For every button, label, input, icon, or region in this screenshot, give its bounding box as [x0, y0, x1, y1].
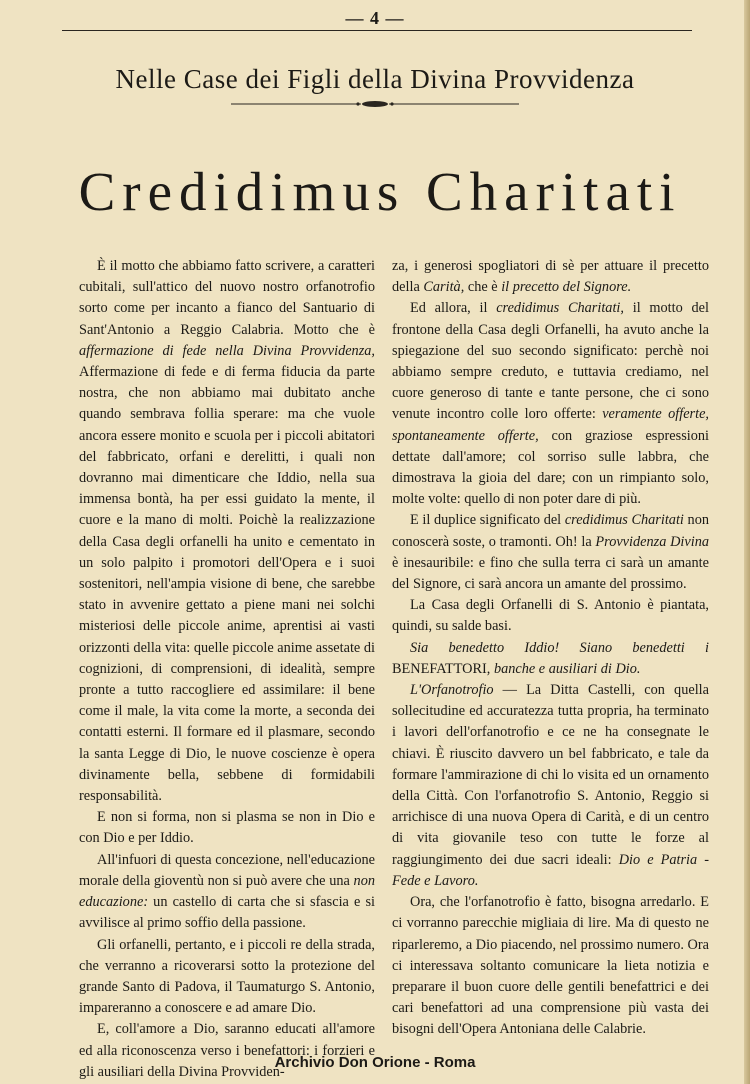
paragraph: L'Orfanotrofio — La Ditta Castelli, con quella sollecitudine ed accuratezza tutta propria, ha terminato i lavori dell'orfanotrofio e ce ne ha consegnate le chiavi. È riuscito davvero un bel fabbricato, e tale da formare l'ammirazione di chi lo visita ed un ornamento della Città. Con l'orfanotrofio S. Antonio, Reggio si arrichisce di una nuova Opera di Carità, e di un centro di vita giovanile teso con tutte le forze al raggiungimento dei due sacri ideali: Dio e Patria - Fede e Lavoro. [392, 682, 709, 889]
right-column [392, 256, 709, 1041]
paragraph: Gli orfanelli, pertanto, e i piccoli re della strada, che verranno a ricoverarsi sotto la protezione del grande Santo di Padova, il Taumaturgo S. Antonio, impareranno a conoscere e ad amare Dio. [79, 936, 375, 1017]
paragraph: Ed allora, il credidimus Charitati, il motto del frontone della Casa degli Orfanelli, ha avuto anche la spiegazione del suo secondo significato: perchè noi abbiamo sempre creduto, e tuttavia crediamo, nel cuore generoso di tante e tante persone, che ci sono venute incontro colle loro offerte: veramente offerte, spontaneamente offerte, con graziose espressioni dettate dall'amore; col sorriso sulle labbra, che dimostrava la gioia del dare; con un rimpianto solo, molte volte: quello di non poter dare di più. [392, 300, 710, 508]
page-edge [744, 0, 750, 1084]
paragraph: E il duplice significato del credidimus Charitati non conoscerà soste, o tramonti. Oh! la Provvidenza Divina è inesauribile: e fino che sulla terra ci sarà un amante del Signore, ci sarà ancora un amante del prossimo. [392, 512, 709, 593]
article-title: Credidimus Charitati [78, 161, 682, 222]
page-number: — 4 — [345, 8, 405, 28]
left-column [79, 256, 375, 1083]
paragraph: La Casa degli Orfanelli di S. Antonio è piantata, quindi, su salde basi. [392, 597, 709, 635]
paragraph: za, i generosi spogliatori di sè per attuare il precetto della Carità, che è il precetto del Signore. [392, 258, 709, 296]
paragraph: Sia benedetto Iddio! Siano benedetti i BENEFATTORI, banche e ausiliari di Dio. [392, 639, 709, 677]
paragraph: E non si forma, non si plasma se non in Dio e con Dio e per Iddio. [79, 809, 375, 847]
header-rule [62, 30, 692, 31]
paragraph: All'infuori di questa concezione, nell'educazione morale della gioventù non si può avere che una non educazione: un castello di carta che si sfascia e si avvilisce al primo soffio della passione. [79, 851, 375, 932]
paragraph: Ora, che l'orfanotrofio è fatto, bisogna arredarlo. E ci vorranno parecchie migliaia di lire. Ma di questo ne riparleremo, a Dio piacendo, nel prossimo numero. Ora ci interessava soltanto comunicare la lieta notizia e preparare il buon cuore delle gentili benefattrici e dei cari benefattori ad una comprensione più vasta dei bisogni dell'Opera Antoniana delle Calabrie. [392, 894, 709, 1038]
paragraph: È il motto che abbiamo fatto scrivere, a caratteri cubitali, sull'attico del nuovo nostro orfanotrofio sorto come per incanto a fianco del Santuario di Sant'Antonio a Reggio Calabria. Motto che è affermazione di fede nella Divina Provvidenza, Affermazione di fede e di ferma fiducia da parte nostra, che non abbiamo mai dubitato anche quando sembrava follia sperare: ma che vuole ancora essere monito e scuola per i piccoli abitatori del fabbricato, orfani e derelitti, i quali non dovranno mai dimenticare che Iddio, nella sua immensa bontà, ha per essi guidato la mente, il cuore e la mano di molti. Poichè la realizzazione della Casa degli orfanelli ha unito e cementato in un solo palpito i promotori dell'Opera e i suoi sostenitori, nell'ampia visione di bene, che sarebbe stato in avvenire gettato a piene mani nei solchi misteriosi delle piccole anime, aprentisi ai vasti orizzonti della vita: quelle piccole anime assetate di cognizioni, di comprensioni, di idealità, sempre pronte a tutto raccogliere ed assimilare: il bene come il male, la vita come la morte, a seconda dei contatti esterni. Il formare ed il plasmare, secondo la santa Legge di Dio, le nuove coscienze è opera divinamente bella, sebbene di formidabili responsabilità. [79, 258, 375, 805]
archive-footer: Archivio Don Orione - Roma [274, 1054, 476, 1071]
ornament-divider [231, 99, 519, 109]
paragraph: E, coll'amore a Dio, saranno educati all'amore ed alla riconoscenza verso i benefattori: i forzieri e gli ausiliari della Divina Provviden- [79, 1021, 375, 1080]
section-title: Nelle Case dei Figli della Divina Provvidenza [115, 64, 635, 94]
